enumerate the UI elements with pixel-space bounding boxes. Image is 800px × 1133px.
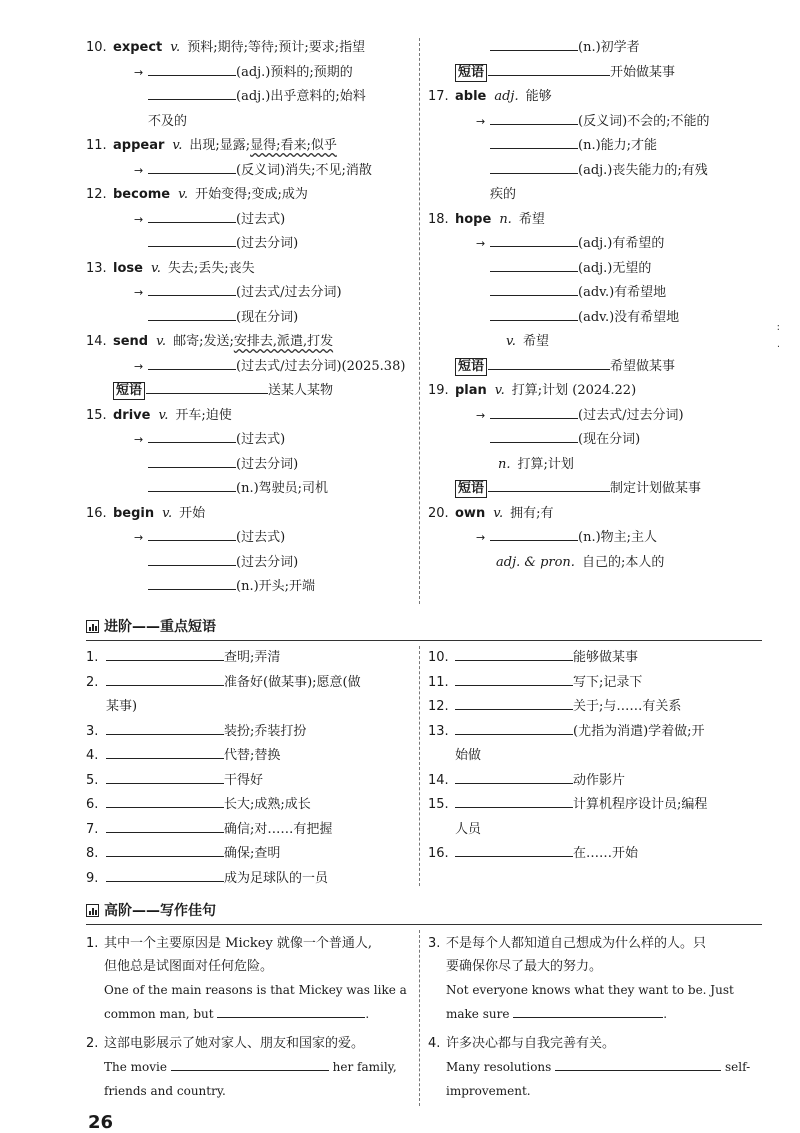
bar-chart-icon	[86, 620, 99, 633]
answer-blank[interactable]	[455, 696, 573, 710]
headword: able	[455, 89, 487, 104]
phrase-tag: 短语	[455, 480, 487, 498]
answer-blank[interactable]	[513, 1005, 663, 1018]
answer-blank[interactable]	[106, 868, 224, 882]
answer-blank[interactable]	[490, 258, 578, 272]
arrow-icon: →	[476, 531, 486, 544]
answer-blank[interactable]	[148, 62, 236, 76]
answer-blank[interactable]	[106, 721, 224, 735]
answer-blank[interactable]	[148, 209, 236, 223]
edge-mark: :	[776, 322, 780, 333]
vocab-entry: 15. drive v. 开车;迫使 → (过去式) (过去分词) (n.)驾驶员;司机	[86, 407, 329, 496]
vocab-entry: 17. able adj. 能够 → (反义词)不会的;不能的 (n.)能力;才能 (adj.)丧失能力的;有残 疾的	[428, 89, 710, 202]
phrase-tag: 短语	[113, 382, 145, 400]
answer-blank[interactable]	[148, 160, 236, 174]
answer-blank[interactable]	[106, 794, 224, 808]
vocab-entry: 20. own v. 拥有;有 → (n.)物主;主人 adj. & pron. 自己的;本人的	[428, 505, 665, 570]
headword: lose	[113, 260, 143, 276]
edge-mark: ·	[776, 342, 780, 353]
phrases-column-left: 1. 查明;弄清 2. 准备好(做某事);愿意(做 某事) 3. 装扮;乔装打扮 4. 代替;替换 5. 干得好 6. 长大;成熟;成长 7. 确信;对……有把握 8. 确保;查明 9. 成为足球队的一员	[86, 646, 408, 891]
answer-blank[interactable]	[490, 37, 578, 51]
vocab-entry: 10. expect v. 预料;期待;等待;预计;要求;指望 → (adj.)预料的;预期的 (adj.)出乎意料的;始料 不及的	[86, 40, 366, 129]
vocab-column-left	[86, 36, 416, 600]
answer-blank[interactable]	[490, 527, 578, 541]
arrow-icon: →	[134, 163, 144, 177]
answer-blank[interactable]	[148, 576, 236, 590]
headword: begin	[113, 505, 155, 521]
answer-blank[interactable]	[148, 527, 236, 541]
arrow-icon: →	[134, 65, 144, 79]
answer-blank[interactable]	[148, 356, 236, 370]
headword: plan	[455, 383, 487, 398]
arrow-icon: →	[134, 212, 144, 226]
headword: expect	[113, 40, 163, 55]
answer-blank[interactable]	[148, 552, 236, 566]
vocab-entry: 19. plan v. 打算;计划 (2024.22) → (过去式/过去分词) (现在分词) n. 打算;计划 短语 制定计划做某事	[428, 383, 702, 496]
answer-blank[interactable]	[490, 405, 578, 419]
section-title-writing: 高阶——写作佳句	[86, 900, 762, 925]
vocab-entry: 12. become v. 开始变得;变成;成为 → (过去式) (过去分词)	[86, 187, 308, 251]
answer-blank[interactable]	[455, 794, 573, 808]
writing-item: 3. 不是每个人都知道自己想成为什么样的人。只 要确保你尽了最大的努力。 Not everyone knows what they want to be. Just make sure .	[428, 936, 734, 1021]
answer-blank[interactable]	[148, 478, 236, 492]
answer-blank[interactable]	[490, 135, 578, 149]
answer-blank[interactable]	[455, 647, 573, 661]
phrase-tag: 短语	[455, 358, 487, 376]
answer-blank[interactable]	[148, 429, 236, 443]
headword: drive	[113, 407, 151, 423]
answer-blank[interactable]	[455, 843, 573, 857]
headword: become	[113, 187, 171, 202]
answer-blank[interactable]	[488, 478, 610, 492]
phrases-column-right: 10. 能够做某事 11. 写下;记录下 12. 关于;与……有关系 13. (尤指为消遣)学着做;开 始做 14. 动作影片 15. 计算机程序设计员;编程 人员 16. 在……开始	[428, 646, 764, 867]
column-divider	[419, 930, 420, 1106]
arrow-icon: →	[134, 359, 144, 373]
answer-blank[interactable]	[455, 672, 573, 686]
answer-blank[interactable]	[148, 307, 236, 321]
answer-blank[interactable]	[490, 307, 578, 321]
answer-blank[interactable]	[171, 1058, 329, 1071]
answer-blank[interactable]	[490, 429, 578, 443]
answer-blank[interactable]	[488, 356, 610, 370]
answer-blank[interactable]	[490, 160, 578, 174]
vocab-column-right: (n.)初学者 短语 开始做某事 17. able adj. 能够 → (反义词)不会的;不能的 (n.)能力;才能 (adj.)丧失能力的;有残 疾的 18. hope n. 希望 → (adj.)有希望的 (adj.)无望的 (adv.)有希望地 (adv.)没有希望地 v. 希望 短语 希望做某事 19. plan v. 打算;计划 (2024.22) → (过去式/过去分词) (现在分词) n. 打算;计划 短语 制定计划做某事 20. own v. 拥有;有 → (n.)物主;主人 adj. & pron. 自己的;本人的	[428, 36, 770, 575]
answer-blank[interactable]	[488, 62, 610, 76]
answer-blank[interactable]	[148, 282, 236, 296]
answer-blank[interactable]	[148, 454, 236, 468]
vocab-entry: 18. hope n. 希望 → (adj.)有希望的 (adj.)无望的 (adv.)有希望地 (adv.)没有希望地 v. 希望 短语 希望做某事	[428, 211, 680, 374]
page-number: 26	[88, 1112, 114, 1133]
answer-blank[interactable]	[555, 1058, 721, 1071]
headword: own	[455, 505, 486, 521]
vocab-entry: 13. lose v. 失去;丢失;丧失 → (过去式/过去分词) (现在分词)	[86, 260, 342, 325]
arrow-icon: →	[134, 531, 144, 544]
answer-blank[interactable]	[106, 843, 224, 857]
answer-blank[interactable]	[106, 819, 224, 833]
phrase-tag: 短语	[455, 64, 487, 82]
answer-blank[interactable]	[490, 111, 578, 125]
writing-item: 2. 这部电影展示了她对家人、朋友和国家的爱。 The movie her family, friends and country.	[86, 1036, 397, 1098]
writing-item: 1. 其中一个主要原因是 Mickey 就像一个普通人, 但他总是试图面对任何危险。 One of the main reasons is that Mickey was like a common man, but .	[86, 936, 407, 1021]
vocab-entry: 11. appear v. 出现;显露;显得;看来;似乎 → (反义词)消失;不见;消散	[86, 134, 416, 183]
answer-blank[interactable]	[106, 672, 224, 686]
answer-blank[interactable]	[217, 1005, 365, 1018]
answer-blank[interactable]	[148, 233, 236, 247]
vocab-entry: 14. send v. 邮寄;发送;安排去,派遣,打发 → (过去式/过去分词)(2025.38) 短语 送某人某物	[86, 334, 406, 398]
arrow-icon: →	[476, 408, 486, 422]
vocab-entry: 16. begin v. 开始 → (过去式) (过去分词) (n.)开头;开端	[86, 505, 316, 594]
column-divider	[419, 646, 420, 886]
answer-blank[interactable]	[106, 770, 224, 784]
arrow-icon: →	[134, 433, 144, 446]
answer-blank[interactable]	[455, 770, 573, 784]
arrow-icon: →	[134, 286, 144, 299]
answer-blank[interactable]	[490, 233, 578, 247]
bar-chart-icon	[86, 904, 99, 917]
answer-blank[interactable]	[106, 647, 224, 661]
writing-item: 4. 许多决心都与自我完善有关。 Many resolutions self- improvement.	[428, 1036, 751, 1098]
answer-blank[interactable]	[106, 745, 224, 759]
answer-blank[interactable]	[148, 86, 236, 100]
arrow-icon: →	[476, 114, 486, 128]
answer-blank[interactable]	[146, 380, 268, 394]
headword: hope	[455, 211, 492, 227]
headword: appear	[113, 138, 165, 153]
answer-blank[interactable]	[490, 282, 578, 296]
arrow-icon: →	[476, 237, 486, 250]
answer-blank[interactable]	[455, 721, 573, 735]
headword: send	[113, 334, 149, 349]
column-divider	[419, 38, 420, 604]
section-title-phrases: 进阶——重点短语	[86, 616, 762, 641]
